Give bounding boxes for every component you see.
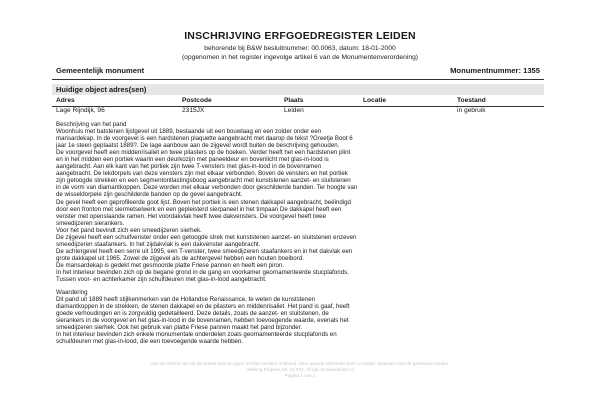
- description-line: door een fronton met siermetselwerk en een gepleisterd sierpaneel in het timpaan De dakkapel heeft een: [56, 205, 342, 213]
- valuation-line: goede verhoudingen en is zorgvuldig gedetailleerd. Deze details, zoals de aanzet- en sluitstenen, de: [56, 310, 329, 318]
- page-footer: [0, 361, 600, 378]
- document-title: INSCHRIJVING ERFGOEDREGISTER LEIDEN: [184, 30, 416, 42]
- valuation-text: [56, 296, 542, 345]
- monument-number: Monumentnummer: 1355: [450, 66, 540, 75]
- col-header-postcode: Postcode: [182, 97, 212, 104]
- col-header-adres: Adres: [56, 97, 75, 104]
- description-line: De mansardekap is gedekt met gesmoorde platte Friese pannen en heeft een piron.: [56, 261, 285, 269]
- description-body: [56, 121, 542, 345]
- decision-line: behorende bij B&W besluitnummer: 00.0063, datum: 18-01-2000: [204, 45, 396, 52]
- description-line: Tussen voor- en achterkamer zijn schuifdeuren met glas-in-lood aangebracht.: [56, 276, 267, 284]
- address-section-title: Huidige object adres(sen): [56, 85, 147, 94]
- description-line: zijn getoogde strekken en een segmentontlastingsboog aangebracht met kunststenen aanzet- en sluitstenen: [56, 177, 351, 185]
- footer-line: Aan de inhoud van dit document kunnen geen rechten worden ontleend. Voor actuele informatie kunt u contact opnemen met de gemeente Leiden,: [150, 361, 450, 366]
- description-line: In het interieur bevinden zich op de begane grond in de gang en voorkamer geornamenteerde stucplafonds.: [56, 268, 349, 276]
- col-header-plaats: Plaats: [284, 97, 304, 104]
- description-line: smeedijzeren sierankers.: [56, 219, 125, 227]
- valuation-line: In het interieur bevinden zich enkele monumentale onderdelen zoals geornamenteerde stucplafonds en: [56, 331, 337, 339]
- description-line: aangebracht. Aan elk kant van het portiek zijn twee T-vensters met glas-in-lood in de bovenramen: [56, 163, 322, 171]
- description-line: De gevel heeft een geprofileerde goot lijst. Boven het portiek is een stenen dakkapel aangebracht, beëindigd: [56, 198, 351, 206]
- description-line: en in het midden een portiek waarin een deurkozijn met paneeldeur en bovenlicht met glas-in-lood is: [56, 156, 329, 164]
- description-line: smeedijzeren staafankers. In het zijdakvlak is een dakvenster aangebracht.: [56, 240, 261, 248]
- valuation-line: sierankers in de voorgevel en het glas-in-lood in de bovenramen, hebben toevoegende waarde, evenals het: [56, 317, 349, 325]
- col-header-toestand: Toestand: [457, 97, 486, 104]
- table-row: [52, 107, 544, 116]
- cell-adres: Lage Rijndijk, 96: [56, 107, 105, 114]
- description-line: De voorgevel heeft een middenrisaliet en twee pilasters op de hoeken. Verder heeft het een hardstenen plint: [56, 149, 351, 157]
- valuation-line: Dit pand uit 1889 heeft stijlkenmerken van de Hollandse Renaissance, te weten de kunststenen: [56, 296, 316, 304]
- col-header-locatie: Locatie: [363, 97, 387, 104]
- valuation-line: schuifdeuren met glas-in-lood, die een toevoegende waarde hebben.: [56, 338, 244, 346]
- description-line: Woonhuis met batstenen lijstgevel uit 1889, bestaande uit een bouwlaag en een zolder onder een: [56, 128, 322, 136]
- description-line: grote dakkapel uit 1965. Zowel de zijgevel als de achtergevel hebben een houten boeibord.: [56, 254, 304, 262]
- footer-line: Pagina 1 van 1: [284, 372, 316, 378]
- description-heading: Beschrijving van het pand: [56, 121, 127, 128]
- cell-plaats: Leiden: [284, 107, 304, 114]
- description-line: de wisseldorpele zijn geschilderde banden op de gevel aangebracht.: [56, 191, 243, 199]
- description-line: Voor het pand bevindt zich een smeedijzeren sierhek.: [56, 226, 202, 234]
- address-table: [52, 97, 544, 116]
- cell-postcode: 2315JX: [182, 107, 205, 114]
- description-line: venster met openslaande ramen. Het voordakvlak heeft twee dakvensters. De voorgevel heeft twee: [56, 212, 326, 220]
- description-line: in de vorm van diamantkoppen. Deze worden met elkaar verbonden door geschilderde banden. Ter hoogte van: [56, 184, 358, 192]
- valuation-line: diamantkoppen in de strekken, de stenen dakkapel en de pilasters en middenrisaliet. Het pand is gaaf, heeft: [56, 303, 350, 311]
- description-line: De zijgevel heeft een schuifvenster onder een getoogde strek met kunststenen aanzet- en sluitstenen enzeven: [56, 233, 357, 241]
- description-line: jaar 1e steen geplaatst 1889?. De lage aanbouw aan de zijgevel wordt buiten de beschrijving gehouden.: [56, 142, 340, 150]
- monument-row: [52, 66, 544, 80]
- valuation-line: smeedijzeren sierhek. Ook het gebruik van platte Friese pannen maakt het pand bijzonder.: [56, 324, 303, 332]
- description-line: mansardekap. In de voorgevel is een hardstenen plaquette aangebracht met daarop de tekst ?Greetje Boot 6: [56, 135, 353, 143]
- register-line: (opgenomen in het register ingevolge artikel 6 van de Monumentenverordening): [181, 54, 419, 61]
- description-line: aangebracht. De lekdorpels van deze vensters zijn met elkaar verbonden. Boven de vensters en het portiek: [56, 170, 348, 178]
- address-section-header: [52, 84, 544, 95]
- monument-type: Gemeentelijk monument: [56, 66, 145, 75]
- cell-toestand: in gebruik: [457, 107, 486, 114]
- address-table-header: [52, 97, 544, 107]
- description-text: [56, 128, 542, 283]
- footer-line: afdeling Erfgoed, tel. 14 071, of kijk op www.leiden.nl: [246, 366, 354, 372]
- description-line: De achtergevel heeft een serre uit 1995, een T-venster, twee smeedijzeren staafankers en in het dakvlak een: [56, 247, 353, 255]
- valuation-heading: Waardering: [56, 289, 88, 297]
